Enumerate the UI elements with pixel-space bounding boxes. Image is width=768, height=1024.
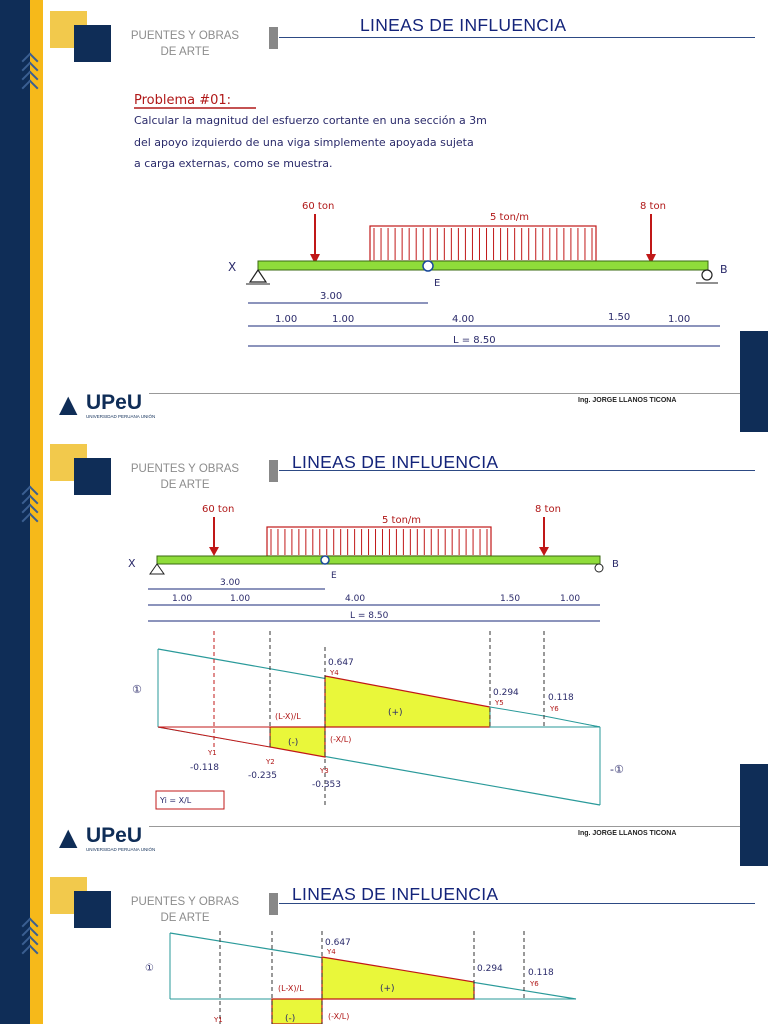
distributed-load: [370, 226, 596, 261]
dim-4: 1.50: [608, 312, 631, 323]
header-marker: [269, 27, 278, 49]
upeu-emblem-icon: ▲: [59, 390, 78, 418]
negative-area: [272, 999, 322, 1024]
value-y5: 0.294: [493, 688, 519, 698]
distributed-load-label: 5 ton/m: [490, 212, 530, 223]
value-y3: -0.353: [312, 780, 342, 790]
support-a-label: X: [128, 557, 136, 570]
beam: [157, 556, 600, 564]
slide-1: [43, 0, 768, 433]
problem-line-3: a carga externas, como se muestra.: [134, 157, 333, 170]
influence-figure: [140, 925, 635, 1024]
slide-title: LINEAS DE INFLUENCIA: [360, 15, 567, 35]
sign-positive: (+): [380, 984, 395, 994]
dim-5: 1.00: [668, 314, 691, 325]
unit-label-positive: ①: [145, 963, 154, 974]
upeu-logo: ▲ UPeU UNIVERSIDAD PERUANA UNIÓN: [59, 390, 156, 419]
pin-support-icon: [150, 564, 164, 574]
unit-label-negative: -①: [610, 763, 624, 776]
upeu-logo: ▲ UPeU UNIVERSIDAD PERUANA UNIÓN: [59, 823, 156, 852]
span-length: L = 8.50: [453, 335, 496, 346]
problem-sketch: [120, 78, 728, 356]
sign-positive: (+): [388, 708, 403, 718]
decor-square-navy: [74, 25, 111, 62]
decor-square-navy: [74, 458, 111, 495]
beam: [258, 261, 708, 270]
dim-2: 1.00: [332, 314, 355, 325]
value-y5: 0.294: [477, 964, 503, 974]
positive-area: [322, 957, 474, 999]
side-tab: [740, 331, 768, 432]
value-y4: 0.647: [325, 938, 351, 948]
support-b-label: B: [612, 559, 619, 570]
svg-text:Y2: Y2: [266, 758, 275, 766]
dim-4: 1.50: [500, 594, 521, 604]
load-left-arrow: [209, 547, 219, 556]
formula-yi: Yi = X/L: [160, 796, 192, 805]
formula-left: (L-X)/L: [278, 984, 304, 993]
dim-1: 1.00: [275, 314, 298, 325]
support-b-label: B: [720, 263, 728, 276]
svg-text:Y4: Y4: [327, 948, 336, 956]
load-left-label: 60 ton: [202, 504, 235, 515]
slide-3: [43, 866, 768, 1024]
header-marker: [269, 893, 278, 915]
dim-3: 4.00: [452, 314, 475, 325]
span-length: L = 8.50: [350, 611, 389, 621]
sign-negative: (-): [288, 738, 299, 748]
influence-sketch: [120, 497, 665, 823]
problem-figure: [120, 78, 728, 356]
svg-text:Y6: Y6: [550, 705, 559, 713]
dim-5: 1.00: [560, 594, 581, 604]
roller-support-icon: [702, 270, 712, 280]
side-tab: [740, 764, 768, 866]
sign-negative: (-): [285, 1014, 296, 1024]
positive-area-tail: [490, 707, 600, 727]
author: Ing. JORGE LLANOS TICONA: [578, 397, 677, 404]
svg-text:Y1: Y1: [214, 1016, 223, 1024]
section-point: [423, 261, 433, 271]
svg-text:Y3: Y3: [320, 767, 329, 775]
course-name: PUENTES Y OBRAS DE ARTE: [130, 30, 240, 58]
svg-text:Y6: Y6: [530, 980, 539, 988]
value-y2: -0.235: [248, 771, 278, 781]
load-right-label: 8 ton: [640, 201, 666, 212]
load-right-arrow: [539, 547, 549, 556]
svg-text:Y1: Y1: [208, 749, 217, 757]
formula-left: (L-X)/L: [275, 712, 301, 721]
value-y4: 0.647: [328, 658, 354, 668]
chevron-pattern-icon: [18, 488, 44, 524]
roller-support-icon: [595, 564, 603, 572]
slide-2: [43, 433, 768, 866]
unit-label-positive: ①: [132, 683, 142, 696]
footer-rule: [149, 393, 759, 394]
dim-3: 4.00: [345, 594, 366, 604]
chevron-pattern-icon: [18, 920, 44, 956]
course-name: PUENTES Y OBRAS DE ARTE: [130, 896, 240, 924]
support-a-label: X: [228, 260, 237, 274]
influence-sketch: [140, 925, 635, 1024]
header-rule: [279, 37, 755, 38]
distributed-load-label: 5 ton/m: [382, 515, 422, 526]
upeu-emblem-icon: ▲: [59, 823, 78, 851]
value-y1: -0.118: [190, 763, 220, 773]
section-distance: 3.00: [220, 578, 241, 588]
course-name: PUENTES Y OBRAS DE ARTE: [130, 463, 240, 491]
dim-1: 1.00: [172, 594, 193, 604]
formula-right: (-X/L): [328, 1012, 350, 1021]
section-point: [321, 556, 329, 564]
chevron-pattern-icon: [18, 55, 44, 91]
slide-title: LINEAS DE INFLUENCIA: [292, 884, 499, 904]
decor-square-navy: [74, 891, 111, 928]
dim-2: 1.00: [230, 594, 251, 604]
svg-text:Y4: Y4: [330, 669, 339, 677]
value-y6: 0.118: [528, 968, 554, 978]
distributed-load: [267, 527, 491, 556]
load-right-label: 8 ton: [535, 504, 561, 515]
author: Ing. JORGE LLANOS TICONA: [578, 830, 677, 837]
problem-line-1: Calcular la magnitud del esfuerzo cortante en una sección a 3m: [134, 114, 487, 127]
section-label: E: [331, 571, 337, 581]
problem-line-2: del apoyo izquierdo de una viga simplemente apoyada sujeta: [134, 136, 474, 149]
load-left-label: 60 ton: [302, 201, 335, 212]
influence-figure: [120, 497, 665, 823]
formula-right: (-X/L): [330, 735, 352, 744]
section-label: E: [434, 278, 441, 289]
section-distance: 3.00: [320, 291, 343, 302]
footer-rule: [149, 826, 759, 827]
value-y6: 0.118: [548, 693, 574, 703]
header-marker: [269, 460, 278, 482]
pin-support-icon: [250, 270, 266, 282]
positive-area: [325, 676, 490, 727]
slide-title: LINEAS DE INFLUENCIA: [292, 452, 499, 472]
svg-text:Y5: Y5: [495, 699, 504, 707]
problem-heading: Problema #01:: [134, 93, 232, 108]
